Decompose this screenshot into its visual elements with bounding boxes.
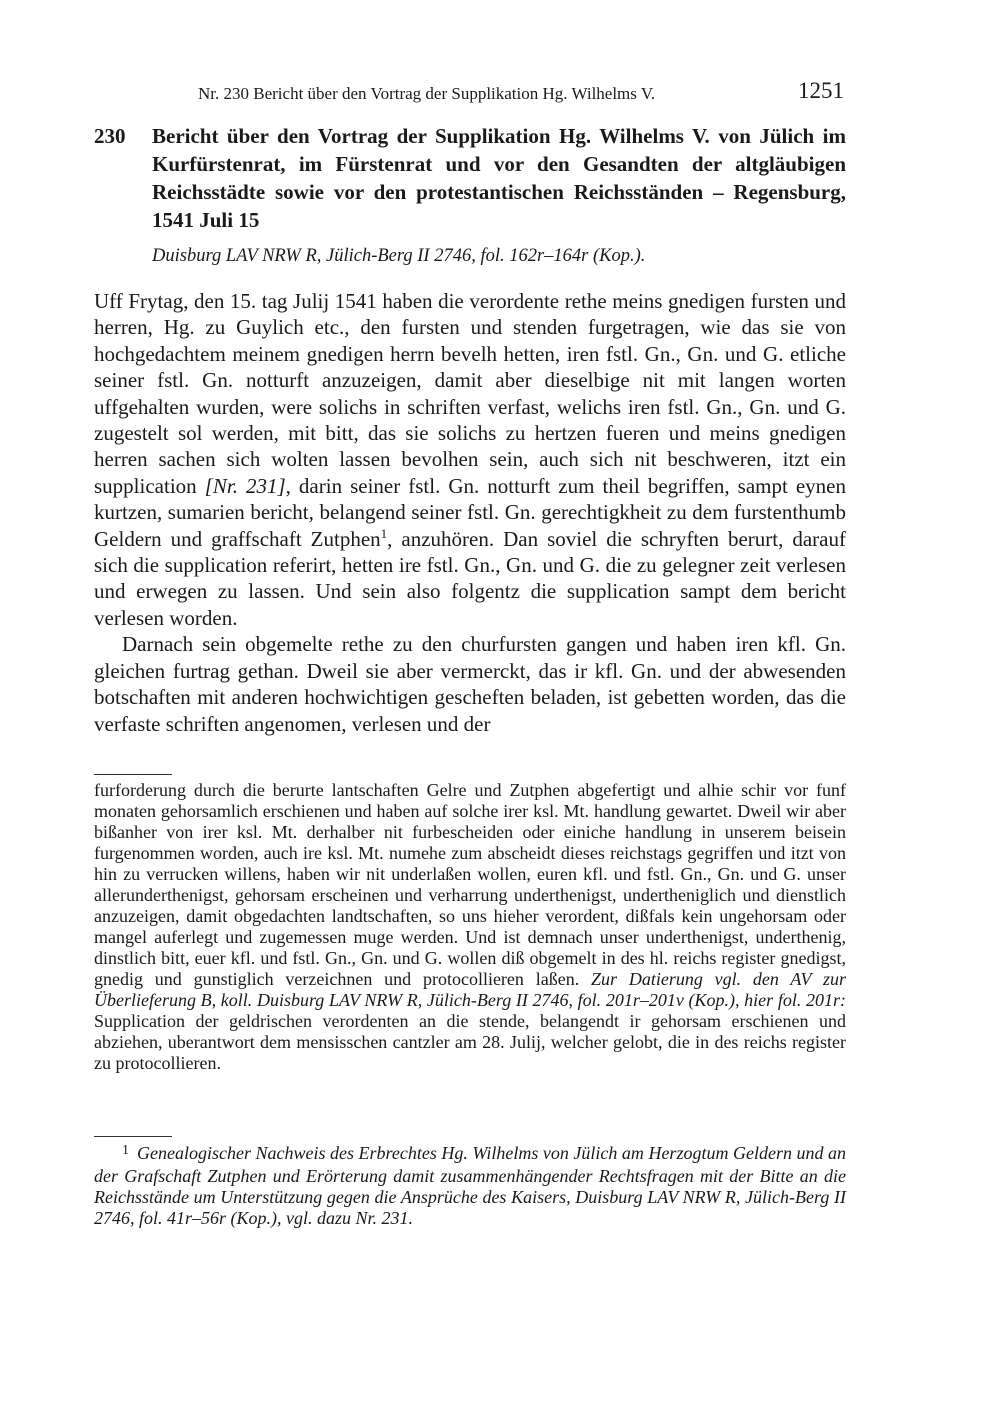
footnote <box>94 1143 846 1229</box>
note-text-b: Supplication der geldrischen verordenten an die stende, belangendt ir gehorsam erschienen und abziehen, uberantwort dem mensisschen cantzler am 28. Julij, welcher gelobt, die in des reichs register zu protocollieren. <box>94 1011 846 1073</box>
editorial-note: Zur Datierung vgl. den AV zur Überlieferung B, koll. Duisburg LAV NRW R, Jülich-Berg II 2746, fol. 201r–201v (Kop.), hier fol. 201r: <box>94 969 846 1010</box>
running-head <box>0 78 1004 112</box>
note-continuation <box>94 780 846 1074</box>
paragraph-1-text-b: , darin seiner fstl. Gn. notturft zum theil begriffen, sampt eynen kurtzen, sumarien bericht, belangend seiner fstl. Gn. gerechtigkheit zu dem furstenthumb Geldern und graffschaft Zutphen <box>94 473 847 551</box>
source-citation: Duisburg LAV NRW R, Jülich-Berg II 2746, fol. 162r–164r (Kop.). <box>152 246 646 266</box>
cross-reference: [Nr. 231] <box>204 473 286 498</box>
note-paragraph <box>94 780 846 1074</box>
paragraph-2: Darnach sein obgemelte rethe zu den churfursten gangen und haben iren kfl. Gn. gleichen furtrag gethan. Dweil sie aber vermerckt, das ir kfl. Gn. und der abwesenden botschaften mit anderen hochwichtigen gescheften beladen, ist gebetten worden, das die verfaste schriften angenomen, verlesen und der <box>94 632 846 736</box>
footnote-text: Genealogischer Nachweis des Erbrechtes Hg. Wilhelms von Jülich am Herzogtum Geldern und an der Grafschaft Zutphen und Erörterung damit zusammenhängender Rechtsfragen mit der Bitte an die Reichsstände um Unterstützung gegen die Ansprüche des Kaisers, Duisburg LAV NRW R, Jülich-Berg II 2746, fol. 41r–56r (Kop.), vgl. dazu Nr. 231. <box>94 1143 846 1228</box>
paragraph-1-text-c: , anzuhören. Dan soviel die schryften berurt, darauf sich die supplication referirt, hetten ire fstl. Gn., Gn. und G. die zu gelegner zeit verlesen und erwegen zu lassen. Und sein also folgentz die supplication sampt dem bericht verlesen worden. <box>94 526 846 630</box>
main-text <box>94 288 846 737</box>
footnote-paragraph <box>94 1143 846 1229</box>
note-text-a: furforderung durch die berurte lantschaften Gelre und Zutphen abgefertigt und alhie schir vor funf monaten gehorsamlich erschienen und haben auf solche irer ksl. Mt. handlung gewartet. Dweil wir aber bißanher von irer ksl. Mt. derhalber nit furbescheiden oder einiche handlung in unserem beisein furgenommen worden, auch ire ksl. Mt. numehe zum abscheidt dieses reichstags gegriffen und itzt von hin zu verrucken willens, haben wir nit underlaßen wollen, euren kfl. und fstl. Gn., Gn. und G. unser allerunderthenigst, gehorsam erscheinen und verharrung underthenigst, undertheniglich und dienstlich anzuzeigen, damit obgedachten landtschaften, so uns hieher verordent, dißfals kein ungehorsam oder mangel auferlegt und zugemessen muge werden. Und ist demnach unser underthenigst, underthenig, dinstlich bitt, euer kfl. und fstl. Gn., Gn. und G. wollen diß obgemelt in des hl. reichs register gnedigst, gnedig und gunstiglich verzeichnen und protocollieren laßen. <box>94 780 846 989</box>
footnote-number: 1 <box>122 1143 129 1158</box>
running-head-title: Nr. 230 Bericht über den Vortrag der Supplikation Hg. Wilhelms V. <box>198 84 656 103</box>
page-number: 1251 <box>798 78 844 103</box>
document-heading <box>94 122 846 234</box>
footnote-marker: 1 <box>380 525 388 541</box>
paragraph-1-text-a: Uff Frytag, den 15. tag Julij 1541 haben die verordente rethe meins gnedigen fursten und herren, Hg. zu Guylich etc., den fursten und stenden furgetragen, wie das sie von hochgedachtem meinem gnedigen herrn bevelh hetten, iren fstl. Gn., Gn. und G. etliche seiner fstl. Gn. notturft anzuzeigen, damit aber dieselbige nit mit langen worten uffgehalten wurden, were solichs in schriften verfast, welichs iren fstl. Gn., Gn. und G. zugestelt sol werden, mit bitt, das sie solichs zu hertzen fueren und meins gnedigen herren sachen sich wolten lassen bevolhen sein, auch sich nit beschweren, itzt ein supplication <box>94 289 846 498</box>
footnote-divider <box>94 1136 172 1137</box>
note-divider <box>94 774 172 775</box>
paragraph-1 <box>94 288 846 631</box>
document-number: 230 <box>94 124 126 148</box>
document-title: Bericht über den Vortrag der Supplikation Hg. Wilhelms V. von Jülich im Kurfürstenrat, im Fürstenrat und vor den Gesandten der altgläubigen Reichsstädte sowie vor den protestantischen Reichsständen – Regensburg, 1541 Juli 15 <box>152 124 846 232</box>
